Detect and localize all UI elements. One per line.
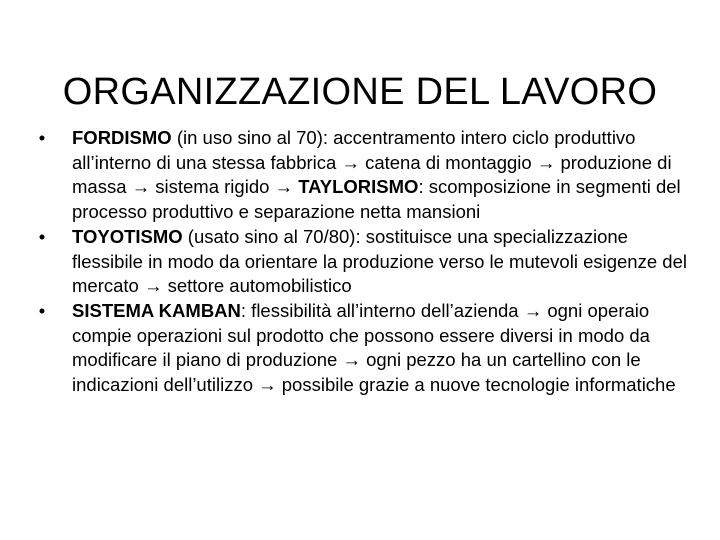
- bullet-term-fordismo: FORDISMO: [72, 127, 172, 148]
- bullet-point: •: [38, 127, 46, 148]
- bullet-item-toyotismo: [30, 225, 690, 299]
- slide-title: ORGANIZZAZIONE DEL LAVORO: [62, 71, 658, 114]
- bullet-term-toyotismo: TOYOTISMO: [72, 225, 183, 247]
- bullet-text-sistema-kamban: : flessibilità all’interno dell’azienda → ogni operaio compie operazioni sul prodotto che possono essere diversi in modo da modificare il piano di produzione → ogni pezzo ha un cartellino con le indicazioni dell’utilizzo → possibile grazie a nuove tecnologie informatiche: [72, 299, 676, 396]
- bullet-term-taylorismo: TAYLORISMO: [298, 176, 419, 198]
- bullet-point: •: [38, 225, 46, 247]
- bullet-text-fordismo: (in uso sino al 70): accentramento intero ciclo produttivo all’interno di una stessa fabbrica → catena di montaggio → produzione di massa → sistema rigido →: [72, 127, 672, 198]
- bullet-point: •: [38, 299, 46, 321]
- bullet-item-sistema-kamban: [30, 299, 690, 398]
- bullet-term-sistema-kamban: SISTEMA KAMBAN: [72, 299, 241, 321]
- bullet-text-taylorismo: : scomposizione in segmenti del processo produttivo e separazione netta mansioni: [72, 176, 681, 223]
- bullet-list: [30, 126, 690, 398]
- bullet-item-fordismo: [30, 126, 690, 225]
- bullet-text-toyotismo: (usato sino al 70/80): sostituisce una specializzazione flessibile in modo da orientare la produzione verso le mutevoli esigenze del mercato → settore automobilistico: [72, 225, 687, 297]
